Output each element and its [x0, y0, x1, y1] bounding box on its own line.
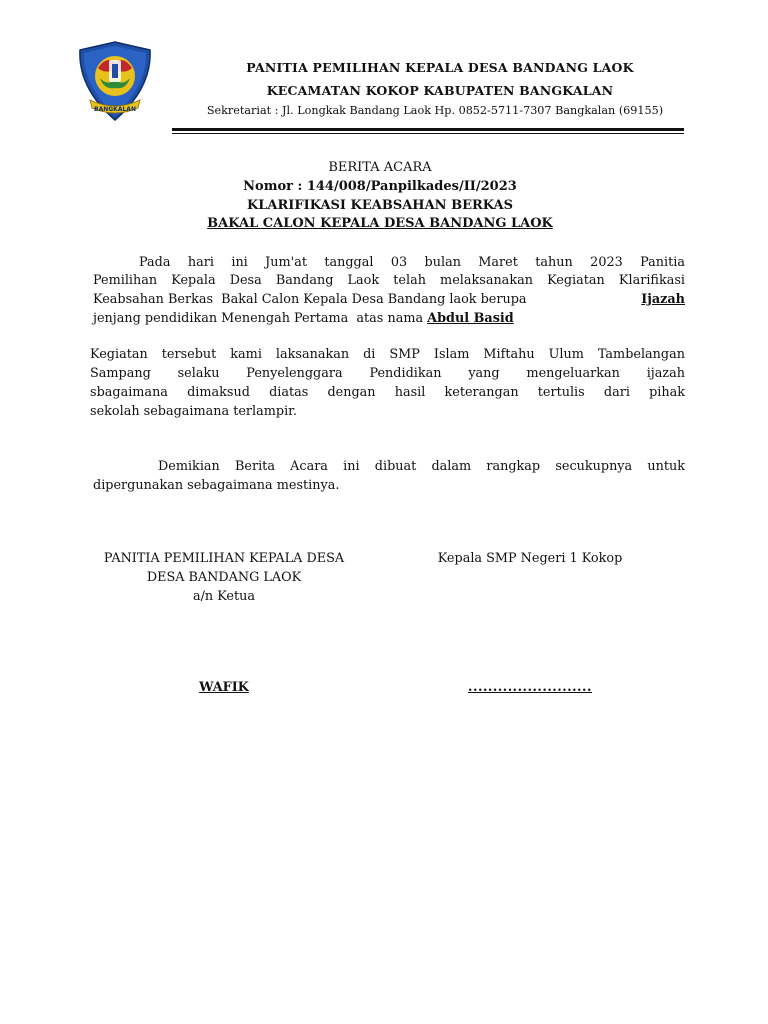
- signatory-right-title: Kepala SMP Negeri 1 Kokop: [437, 551, 623, 566]
- certificate-type: Ijazah: [641, 292, 685, 307]
- signatory-left-village: DESA BANDANG LAOK: [146, 570, 302, 585]
- paragraph2-line4: sekolah sebagaimana terlampir.: [90, 404, 297, 419]
- logo-label: BANGKALAN: [94, 106, 136, 113]
- signatory-right-name: .........................: [468, 680, 592, 695]
- paragraph1-line1: Pada hari ini Jum'at tanggal 03 bulan Maret tahun 2023 Panitia: [139, 255, 685, 270]
- paragraph1-line3: [93, 292, 685, 307]
- paragraph3-line2: dipergunakan sebagaimana mestinya.: [93, 478, 340, 493]
- signatory-left-role: a/n Ketua: [192, 589, 256, 604]
- paragraph2-line1: Kegiatan tersebut kami laksanakan di SMP Islam Miftahu Ulum Tambelangan: [90, 347, 685, 362]
- org-district: KECAMATAN KOKOP KABUPATEN BANGKALAN: [266, 83, 614, 98]
- candidate-name: Abdul Basid: [427, 311, 514, 326]
- paragraph2-line2: Sampang selaku Penyelenggara Pendidikan yang mengeluarkan ijazah: [90, 366, 685, 381]
- document-number: Nomor : 144/008/Panpilkades/II/2023: [243, 179, 517, 194]
- paragraph1-line2: Pemilihan Kepala Desa Bandang Laok telah melaksanakan Kegiatan Klarifikasi: [93, 273, 685, 288]
- document-title: BERITA ACARA: [328, 160, 432, 175]
- signatory-left-name: WAFIK: [199, 680, 249, 695]
- org-name: PANITIA PEMILIHAN KEPALA DESA BANDANG LAOK: [246, 60, 634, 75]
- letterhead-rule-thin: [172, 133, 684, 134]
- signatory-left-org: PANITIA PEMILIHAN KEPALA DESA: [103, 551, 345, 566]
- paragraph2-line3: sbagaimana dimaksud diatas dengan hasil keterangan tertulis dari pihak: [90, 385, 685, 400]
- document-subject-candidate: BAKAL CALON KEPALA DESA BANDANG LAOK: [207, 216, 553, 231]
- paragraph1-line4: [93, 311, 514, 326]
- paragraph3-line1: Demikian Berita Acara ini dibuat dalam rangkap secukupnya untuk: [158, 459, 685, 474]
- document-subject: KLARIFIKASI KEABSAHAN BERKAS: [246, 198, 514, 213]
- letterhead-rule-thick: [172, 128, 684, 131]
- secretariat-address: Sekretariat : Jl. Longkak Bandang Laok Hp. 0852-5711-7307 Bangkalan (69155): [206, 104, 664, 117]
- paragraph1-line4-text: jenjang pendidikan Menengah Pertama atas nama: [93, 311, 428, 326]
- paragraph1-line3-text: Keabsahan Berkas Bakal Calon Kepala Desa Bandang laok berupa: [93, 292, 531, 307]
